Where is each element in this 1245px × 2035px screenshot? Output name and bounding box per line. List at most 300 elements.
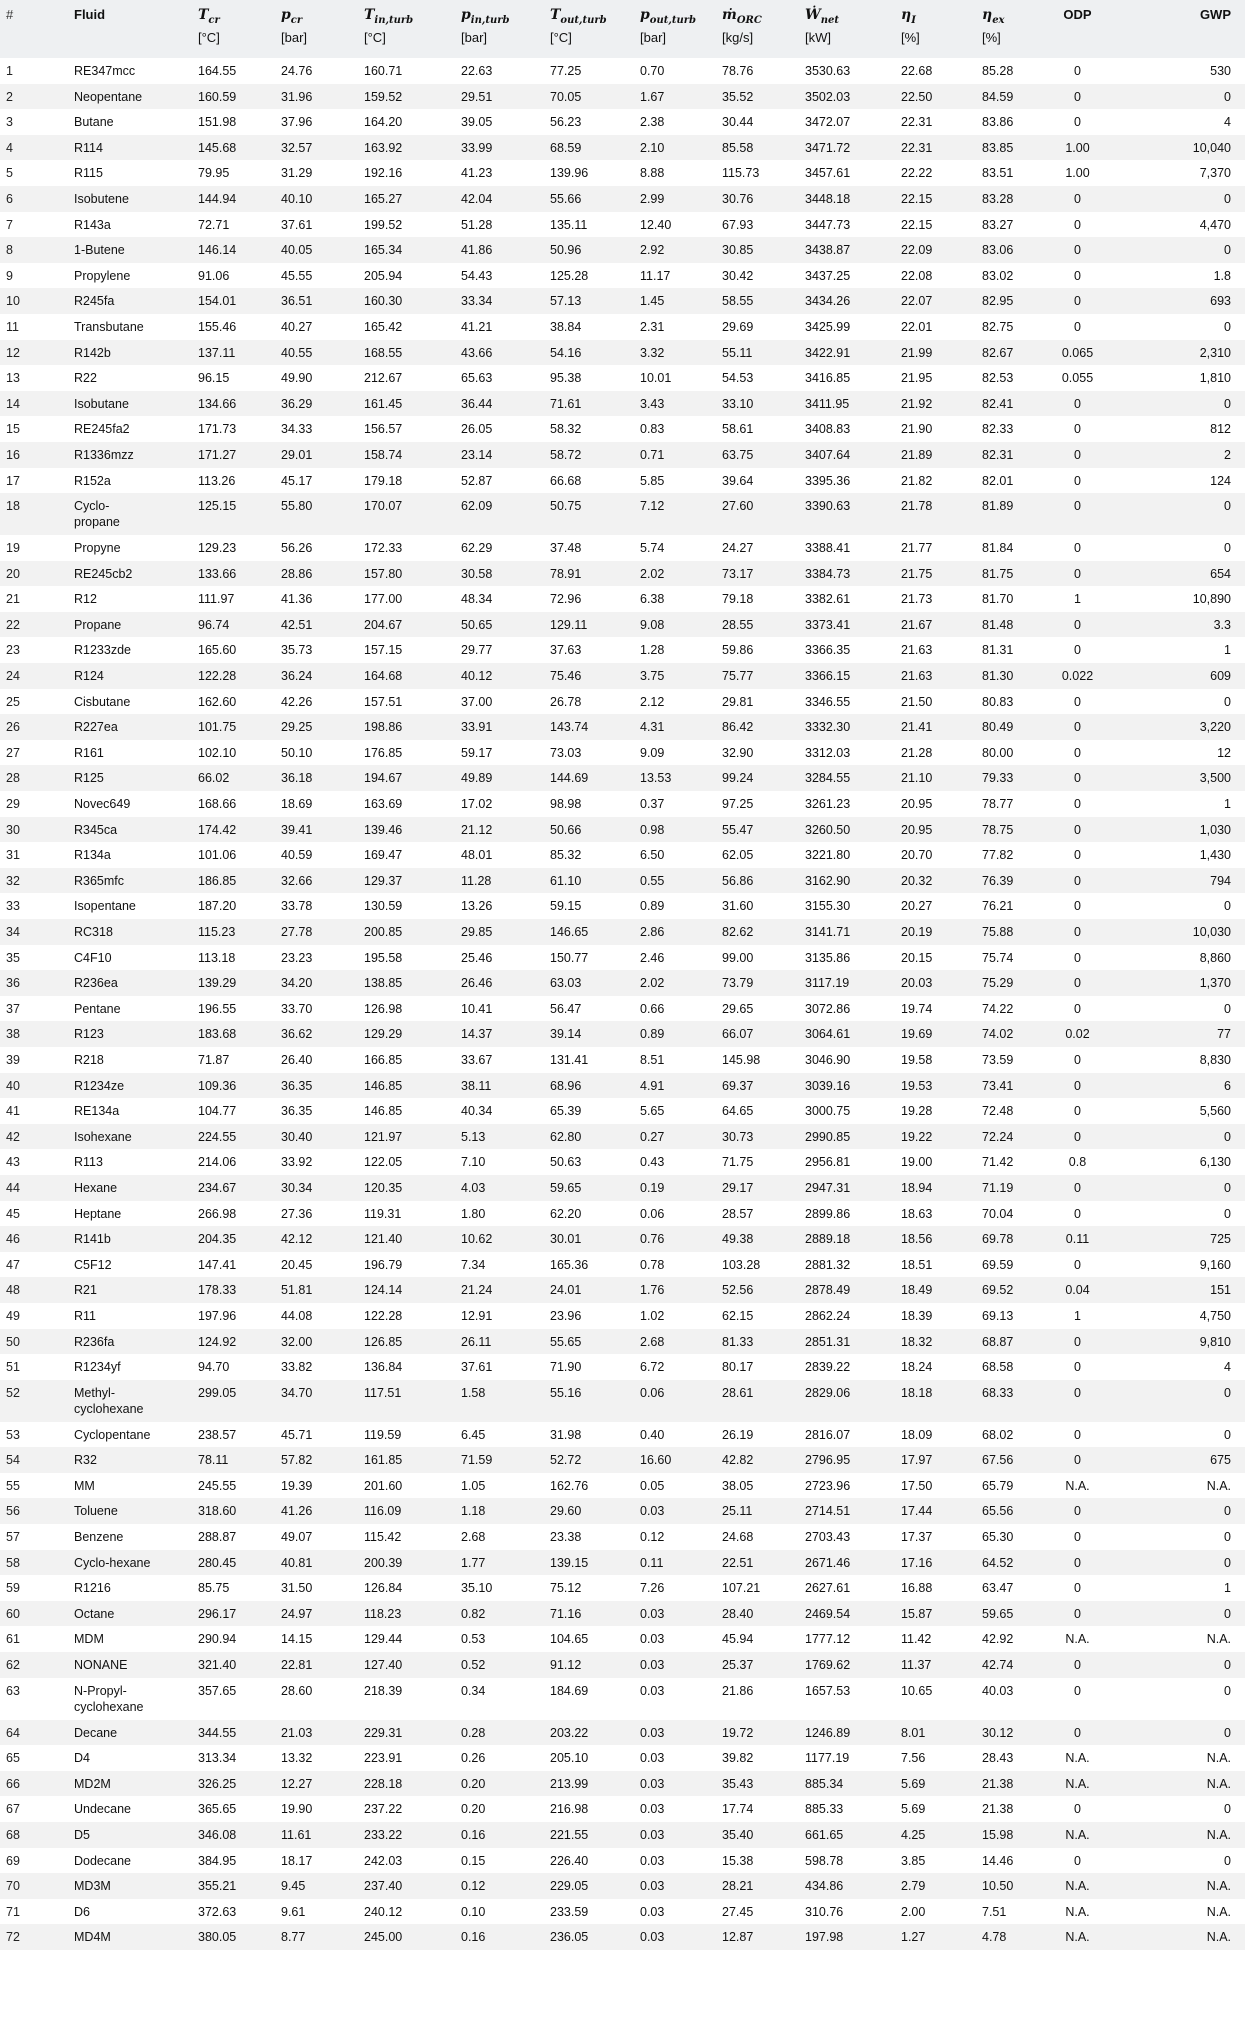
cell-pin: 30.58	[461, 566, 493, 581]
cell-fluid: MD2M	[74, 1776, 111, 1791]
cell-odp: 0	[1074, 294, 1081, 309]
cell-eta1: 19.53	[901, 1078, 933, 1093]
cell-etaex: 21.38	[982, 1776, 1014, 1791]
cell-pout: 0.40	[640, 1427, 665, 1442]
cell-mdot: 54.53	[722, 371, 754, 386]
cell-tout: 146.65	[550, 925, 589, 939]
cell-mdot: 28.61	[722, 1385, 754, 1400]
cell-mdot: 115.73	[722, 166, 760, 181]
cell-gwp: 530	[1210, 64, 1231, 78]
cell-pin: 0.10	[461, 1904, 486, 1919]
cell-wnet: 2839.22	[805, 1360, 851, 1375]
cell-tout: 23.38	[550, 1530, 582, 1545]
cell-mdot: 145.98	[722, 1052, 761, 1067]
cell-pcr: 45.17	[281, 473, 313, 488]
table-row	[0, 135, 1245, 161]
cell-pcr: 35.73	[281, 643, 313, 658]
cell-etaex: 71.42	[982, 1155, 1014, 1170]
table-row	[0, 945, 1245, 971]
cell-tcr: 85.75	[198, 1581, 230, 1596]
cell-fluid: Dodecane	[74, 1853, 131, 1868]
cell-num: 2	[6, 89, 13, 104]
column-symbol-eta1: $\eta_I$	[901, 7, 916, 26]
cell-pcr: 45.71	[281, 1427, 313, 1442]
cell-odp: N.A.	[1065, 1879, 1090, 1894]
column-header-mdot	[718, 0, 801, 58]
cell-tcr: 71.87	[198, 1052, 230, 1067]
cell-eta1: 22.01	[901, 319, 933, 334]
cell-wnet: 2947.31	[805, 1180, 851, 1195]
table-row	[0, 1021, 1245, 1047]
cell-pcr: 49.90	[281, 371, 313, 386]
cell-etaex: 30.12	[982, 1725, 1014, 1740]
cell-tin: 165.42	[364, 319, 403, 334]
cell-mdot: 52.56	[722, 1283, 754, 1298]
cell-gwp: N.A.	[1206, 1776, 1231, 1791]
cell-fluid: R123	[74, 1027, 104, 1042]
cell-tout: 150.77	[550, 950, 589, 965]
table-row	[0, 1201, 1245, 1227]
cell-pin: 0.15	[461, 1853, 486, 1868]
cell-num: 15	[6, 422, 20, 437]
cell-mdot: 26.19	[722, 1427, 754, 1442]
cell-etaex: 42.74	[982, 1658, 1014, 1673]
cell-mdot: 71.75	[722, 1155, 754, 1170]
cell-eta1: 19.69	[901, 1027, 933, 1042]
cell-tin: 160.30	[364, 294, 403, 309]
cell-tout: 55.66	[550, 191, 582, 206]
cell-gwp: 0	[1224, 191, 1231, 206]
cell-fluid: R32	[74, 1453, 97, 1468]
table-row	[0, 1047, 1245, 1073]
cell-etaex: 65.30	[982, 1530, 1014, 1545]
cell-tin: 163.69	[364, 797, 403, 812]
cell-pout: 0.76	[640, 1232, 665, 1247]
cell-pout: 2.46	[640, 950, 665, 965]
cell-fluid: R365mfc	[74, 873, 125, 888]
cell-tcr: 147.41	[198, 1257, 237, 1272]
cell-num: 68	[6, 1828, 20, 1842]
table-row	[0, 1073, 1245, 1099]
cell-gwp: 0	[1224, 1853, 1231, 1868]
column-unit-eta1: [%]	[901, 29, 920, 45]
cell-tcr: 174.42	[198, 822, 237, 837]
cell-pout: 3.43	[640, 396, 665, 411]
cell-gwp: N.A.	[1206, 1632, 1231, 1647]
cell-tcr: 357.65	[198, 1683, 237, 1698]
cell-tin: 198.86	[364, 720, 403, 735]
cell-num: 60	[6, 1606, 20, 1621]
column-header-tout	[546, 0, 636, 58]
cell-wnet: 3407.64	[805, 447, 851, 462]
cell-wnet: 3472.07	[805, 115, 851, 130]
cell-mdot: 22.51	[722, 1555, 754, 1570]
cell-odp: 0	[1074, 1530, 1081, 1545]
cell-fluid: R11	[74, 1308, 97, 1323]
cell-num: 18	[6, 499, 20, 514]
cell-pcr: 42.51	[281, 617, 313, 632]
cell-etaex: 76.39	[982, 873, 1014, 888]
cell-pcr: 40.10	[281, 191, 313, 206]
cell-num: 34	[6, 925, 20, 939]
table-row	[0, 109, 1245, 135]
cell-fluid: R124	[74, 669, 104, 684]
table-row	[0, 314, 1245, 340]
cell-pin: 37.61	[461, 1360, 493, 1375]
cell-pout: 10.01	[640, 371, 672, 386]
cell-tin: 172.33	[364, 541, 403, 556]
cell-fluid: RE245cb2	[74, 566, 133, 581]
cell-odp: 0	[1074, 115, 1081, 130]
cell-tin: 146.85	[364, 1104, 403, 1119]
cell-pcr: 40.59	[281, 848, 313, 863]
table-row	[0, 237, 1245, 263]
cell-tin: 200.39	[364, 1555, 403, 1570]
cell-wnet: 3382.61	[805, 592, 851, 607]
cell-mdot: 97.25	[722, 797, 754, 812]
cell-mdot: 69.37	[722, 1078, 754, 1093]
cell-eta1: 19.22	[901, 1129, 933, 1144]
table-body	[0, 58, 1245, 1950]
cell-tin: 158.74	[364, 447, 403, 462]
cell-pcr: 26.40	[281, 1052, 313, 1067]
cell-mdot: 107.21	[722, 1581, 761, 1596]
table-row	[0, 637, 1245, 663]
table-row	[0, 1498, 1245, 1524]
cell-fluid: Toluene	[74, 1504, 118, 1519]
cell-etaex: 59.65	[982, 1606, 1014, 1621]
cell-fluid: Propane	[74, 617, 122, 632]
cell-tout: 57.13	[550, 294, 582, 309]
cell-pin: 1.18	[461, 1504, 486, 1519]
cell-pcr: 20.45	[281, 1257, 313, 1272]
cell-tcr: 133.66	[198, 566, 237, 581]
cell-pout: 0.19	[640, 1180, 665, 1195]
cell-gwp: 0	[1224, 1555, 1231, 1570]
cell-odp: 0	[1074, 268, 1081, 283]
cell-pcr: 32.66	[281, 873, 313, 888]
cell-etaex: 75.88	[982, 925, 1014, 939]
cell-etaex: 72.48	[982, 1104, 1014, 1119]
cell-tout: 58.72	[550, 447, 582, 462]
cell-pin: 40.12	[461, 669, 493, 684]
cell-tout: 50.75	[550, 499, 582, 514]
cell-etaex: 82.01	[982, 473, 1014, 488]
cell-wnet: 2829.06	[805, 1385, 851, 1400]
table-row	[0, 1873, 1245, 1899]
cell-mdot: 39.82	[722, 1751, 754, 1766]
cell-odp: 1.00	[1065, 166, 1090, 181]
cell-odp: 0	[1074, 191, 1081, 206]
cell-pin: 23.14	[461, 447, 493, 462]
cell-pcr: 39.41	[281, 822, 313, 837]
cell-tcr: 196.55	[198, 1001, 237, 1016]
column-header-num: #	[6, 7, 14, 22]
cell-tin: 139.46	[364, 822, 403, 837]
cell-eta1: 20.95	[901, 822, 933, 837]
cell-mdot: 55.47	[722, 822, 754, 837]
cell-tout: 213.99	[550, 1776, 589, 1791]
cell-mdot: 29.81	[722, 694, 754, 709]
cell-gwp: 6,130	[1199, 1155, 1231, 1170]
cell-gwp: 7,370	[1199, 166, 1231, 181]
table-row	[0, 689, 1245, 715]
cell-etaex: 83.02	[982, 268, 1014, 283]
cell-etaex: 82.41	[982, 396, 1014, 411]
cell-pout: 3.32	[640, 345, 665, 360]
cell-pin: 62.29	[461, 541, 493, 556]
cell-pout: 0.66	[640, 1001, 665, 1016]
cell-pin: 35.10	[461, 1581, 493, 1596]
table-row	[0, 365, 1245, 391]
cell-wnet: 3530.63	[805, 64, 851, 78]
cell-odp: 0	[1074, 1802, 1081, 1817]
cell-mdot: 29.17	[722, 1180, 754, 1195]
cell-odp: 0	[1074, 1453, 1081, 1468]
cell-tout: 91.12	[550, 1658, 582, 1673]
table-row	[0, 1277, 1245, 1303]
cell-pin: 22.63	[461, 64, 493, 78]
cell-odp: 0	[1074, 1555, 1081, 1570]
cell-mdot: 39.64	[722, 473, 754, 488]
cell-pcr: 40.05	[281, 243, 313, 258]
cell-tin: 169.47	[364, 848, 403, 863]
cell-tin: 242.03	[364, 1853, 403, 1868]
cell-fluid: Isohexane	[74, 1129, 132, 1144]
cell-eta1: 19.58	[901, 1052, 933, 1067]
cell-tin: 229.31	[364, 1725, 403, 1740]
cell-num: 56	[6, 1504, 20, 1519]
cell-tin: 157.80	[364, 566, 403, 581]
cell-wnet: 3260.50	[805, 822, 851, 837]
column-unit-etaex: [%]	[982, 29, 1001, 45]
cell-num: 21	[6, 592, 20, 607]
cell-pin: 71.59	[461, 1453, 493, 1468]
cell-mdot: 86.42	[722, 720, 754, 735]
cell-pin: 0.82	[461, 1606, 486, 1621]
cell-tin: 233.22	[364, 1828, 403, 1842]
cell-wnet: 3135.86	[805, 950, 851, 965]
cell-pcr: 24.76	[281, 64, 313, 78]
cell-gwp: 4,750	[1199, 1308, 1231, 1323]
cell-tout: 85.32	[550, 848, 582, 863]
cell-wnet: 3141.71	[805, 925, 851, 939]
cell-eta1: 22.31	[901, 115, 933, 130]
cell-tout: 139.96	[550, 166, 589, 181]
cell-num: 27	[6, 745, 20, 760]
cell-gwp: 675	[1210, 1453, 1231, 1468]
cell-num: 30	[6, 822, 20, 837]
cell-tin: 176.85	[364, 745, 403, 760]
cell-odp: 0.055	[1061, 371, 1094, 386]
cell-pcr: 37.96	[281, 115, 313, 130]
cell-tout: 50.96	[550, 243, 582, 258]
cell-tin: 120.35	[364, 1180, 403, 1195]
cell-etaex: 72.24	[982, 1129, 1014, 1144]
cell-tcr: 290.94	[198, 1632, 237, 1647]
cell-pout: 6.38	[640, 592, 665, 607]
cell-pin: 33.34	[461, 294, 493, 309]
cell-fluid: R1216	[74, 1581, 111, 1596]
cell-mdot: 99.24	[722, 771, 754, 786]
cell-tcr: 296.17	[198, 1606, 237, 1621]
cell-tcr: 78.11	[198, 1453, 229, 1468]
cell-fluid: R1234yf	[74, 1360, 121, 1375]
cell-fluid: R113	[74, 1155, 103, 1170]
cell-gwp: N.A.	[1206, 1904, 1231, 1919]
cell-tin: 124.14	[364, 1283, 403, 1298]
cell-num: 47	[6, 1257, 20, 1272]
cell-odp: 0.02	[1065, 1027, 1090, 1042]
cell-num: 35	[6, 950, 20, 965]
table-row	[0, 791, 1245, 817]
cell-mdot: 33.10	[722, 396, 754, 411]
cell-pin: 2.68	[461, 1530, 486, 1545]
cell-pin: 33.67	[461, 1052, 493, 1067]
cell-pcr: 29.01	[281, 447, 313, 462]
cell-mdot: 27.60	[722, 499, 754, 514]
cell-pout: 0.71	[640, 447, 665, 462]
cell-pin: 7.34	[461, 1257, 486, 1272]
cell-tcr: 101.06	[198, 848, 237, 863]
cell-mdot: 24.27	[722, 541, 754, 556]
cell-tin: 161.85	[364, 1453, 403, 1468]
cell-mdot: 64.65	[722, 1104, 754, 1119]
cell-mdot: 99.00	[722, 950, 754, 965]
cell-pcr: 28.60	[281, 1683, 313, 1698]
table-row	[0, 842, 1245, 868]
cell-etaex: 83.28	[982, 191, 1014, 206]
cell-num: 37	[6, 1001, 20, 1016]
cell-fluid: R152a	[74, 473, 111, 488]
cell-tout: 77.25	[550, 64, 582, 78]
cell-tout: 56.23	[550, 115, 582, 130]
cell-pin: 41.23	[461, 166, 493, 181]
table-row	[0, 765, 1245, 791]
table-row	[0, 561, 1245, 587]
cell-pcr: 36.62	[281, 1027, 313, 1042]
cell-mdot: 80.17	[722, 1360, 754, 1375]
cell-tcr: 165.60	[198, 643, 237, 658]
cell-tout: 23.96	[550, 1308, 582, 1323]
cell-wnet: 1657.53	[805, 1683, 851, 1698]
cell-tcr: 214.06	[198, 1155, 237, 1170]
cell-tin: 157.15	[364, 643, 403, 658]
cell-num: 19	[6, 541, 20, 556]
cell-pout: 13.53	[640, 771, 672, 786]
cell-tin: 163.92	[364, 140, 403, 155]
table-row	[0, 442, 1245, 468]
cell-num: 49	[6, 1308, 20, 1323]
cell-fluid: Methyl- cyclohexane	[74, 1385, 144, 1416]
table-row	[0, 160, 1245, 186]
cell-mdot: 28.55	[722, 617, 754, 632]
cell-eta1: 21.99	[901, 345, 933, 360]
cell-eta1: 21.89	[901, 447, 933, 462]
cell-tin: 119.31	[364, 1206, 402, 1221]
cell-etaex: 63.47	[982, 1581, 1014, 1596]
cell-fluid: MDM	[74, 1632, 104, 1647]
cell-tin: 138.85	[364, 976, 403, 991]
cell-gwp: 3,500	[1199, 771, 1231, 786]
cell-etaex: 82.75	[982, 319, 1014, 334]
cell-mdot: 85.58	[722, 140, 754, 155]
cell-fluid: Novec649	[74, 797, 131, 812]
cell-odp: 0	[1074, 950, 1081, 965]
cell-wnet: 2671.46	[805, 1555, 851, 1570]
cell-eta1: 1.27	[901, 1930, 926, 1945]
cell-pout: 2.38	[640, 115, 665, 130]
cell-tin: 212.67	[364, 371, 403, 386]
cell-pcr: 34.70	[281, 1385, 313, 1400]
cell-tin: 165.27	[364, 191, 403, 206]
cell-pcr: 11.61	[281, 1828, 312, 1842]
cell-etaex: 77.82	[982, 848, 1014, 863]
cell-tin: 164.20	[364, 115, 403, 130]
cell-wnet: 3312.03	[805, 745, 851, 760]
cell-fluid: R22	[74, 371, 97, 386]
cell-etaex: 81.30	[982, 669, 1014, 684]
cell-pin: 41.86	[461, 243, 493, 258]
cell-tin: 157.51	[364, 694, 403, 709]
column-unit-pcr: [bar]	[281, 29, 308, 45]
cell-etaex: 78.75	[982, 822, 1014, 837]
cell-tcr: 224.55	[198, 1129, 237, 1144]
cell-etaex: 74.22	[982, 1001, 1014, 1016]
table-row	[0, 1124, 1245, 1150]
table-row	[0, 340, 1245, 366]
cell-mdot: 75.77	[722, 669, 754, 684]
cell-mdot: 27.45	[722, 1904, 754, 1919]
cell-odp: 0	[1074, 319, 1081, 334]
cell-tcr: 145.68	[198, 140, 237, 155]
cell-tout: 78.91	[550, 566, 582, 581]
cell-odp: 0	[1074, 1206, 1081, 1221]
cell-eta1: 17.44	[901, 1504, 933, 1519]
cell-tcr: 111.97	[198, 592, 235, 607]
cell-tout: 37.48	[550, 541, 582, 556]
cell-eta1: 21.92	[901, 396, 933, 411]
cell-mdot: 12.87	[722, 1930, 754, 1945]
column-unit-tin: [°C]	[364, 29, 386, 45]
cell-etaex: 78.77	[982, 797, 1014, 812]
cell-eta1: 20.27	[901, 899, 933, 914]
cell-odp: 0	[1074, 1385, 1081, 1400]
cell-tcr: 280.45	[198, 1555, 237, 1570]
table-row	[0, 1796, 1245, 1822]
cell-fluid: RE347mcc	[74, 64, 136, 78]
cell-tin: 121.97	[364, 1129, 403, 1144]
cell-tcr: 186.85	[198, 873, 237, 888]
cell-wnet: 3373.41	[805, 617, 851, 632]
cell-tin: 170.07	[364, 499, 403, 514]
cell-tin: 122.05	[364, 1155, 403, 1170]
cell-odp: 0	[1074, 822, 1081, 837]
cell-pin: 1.58	[461, 1385, 486, 1400]
cell-tin: 129.44	[364, 1632, 403, 1647]
cell-num: 6	[6, 191, 13, 206]
cell-tcr: 234.67	[198, 1180, 237, 1195]
cell-eta1: 21.75	[901, 566, 933, 581]
cell-wnet: 3261.23	[805, 797, 851, 812]
cell-fluid: Isopentane	[74, 899, 136, 914]
cell-num: 66	[6, 1776, 20, 1791]
cell-odp: 0	[1074, 899, 1081, 914]
cell-pcr: 28.86	[281, 566, 313, 581]
cell-gwp: N.A.	[1206, 1478, 1231, 1493]
cell-pcr: 36.35	[281, 1104, 313, 1119]
cell-mdot: 35.52	[722, 89, 754, 104]
